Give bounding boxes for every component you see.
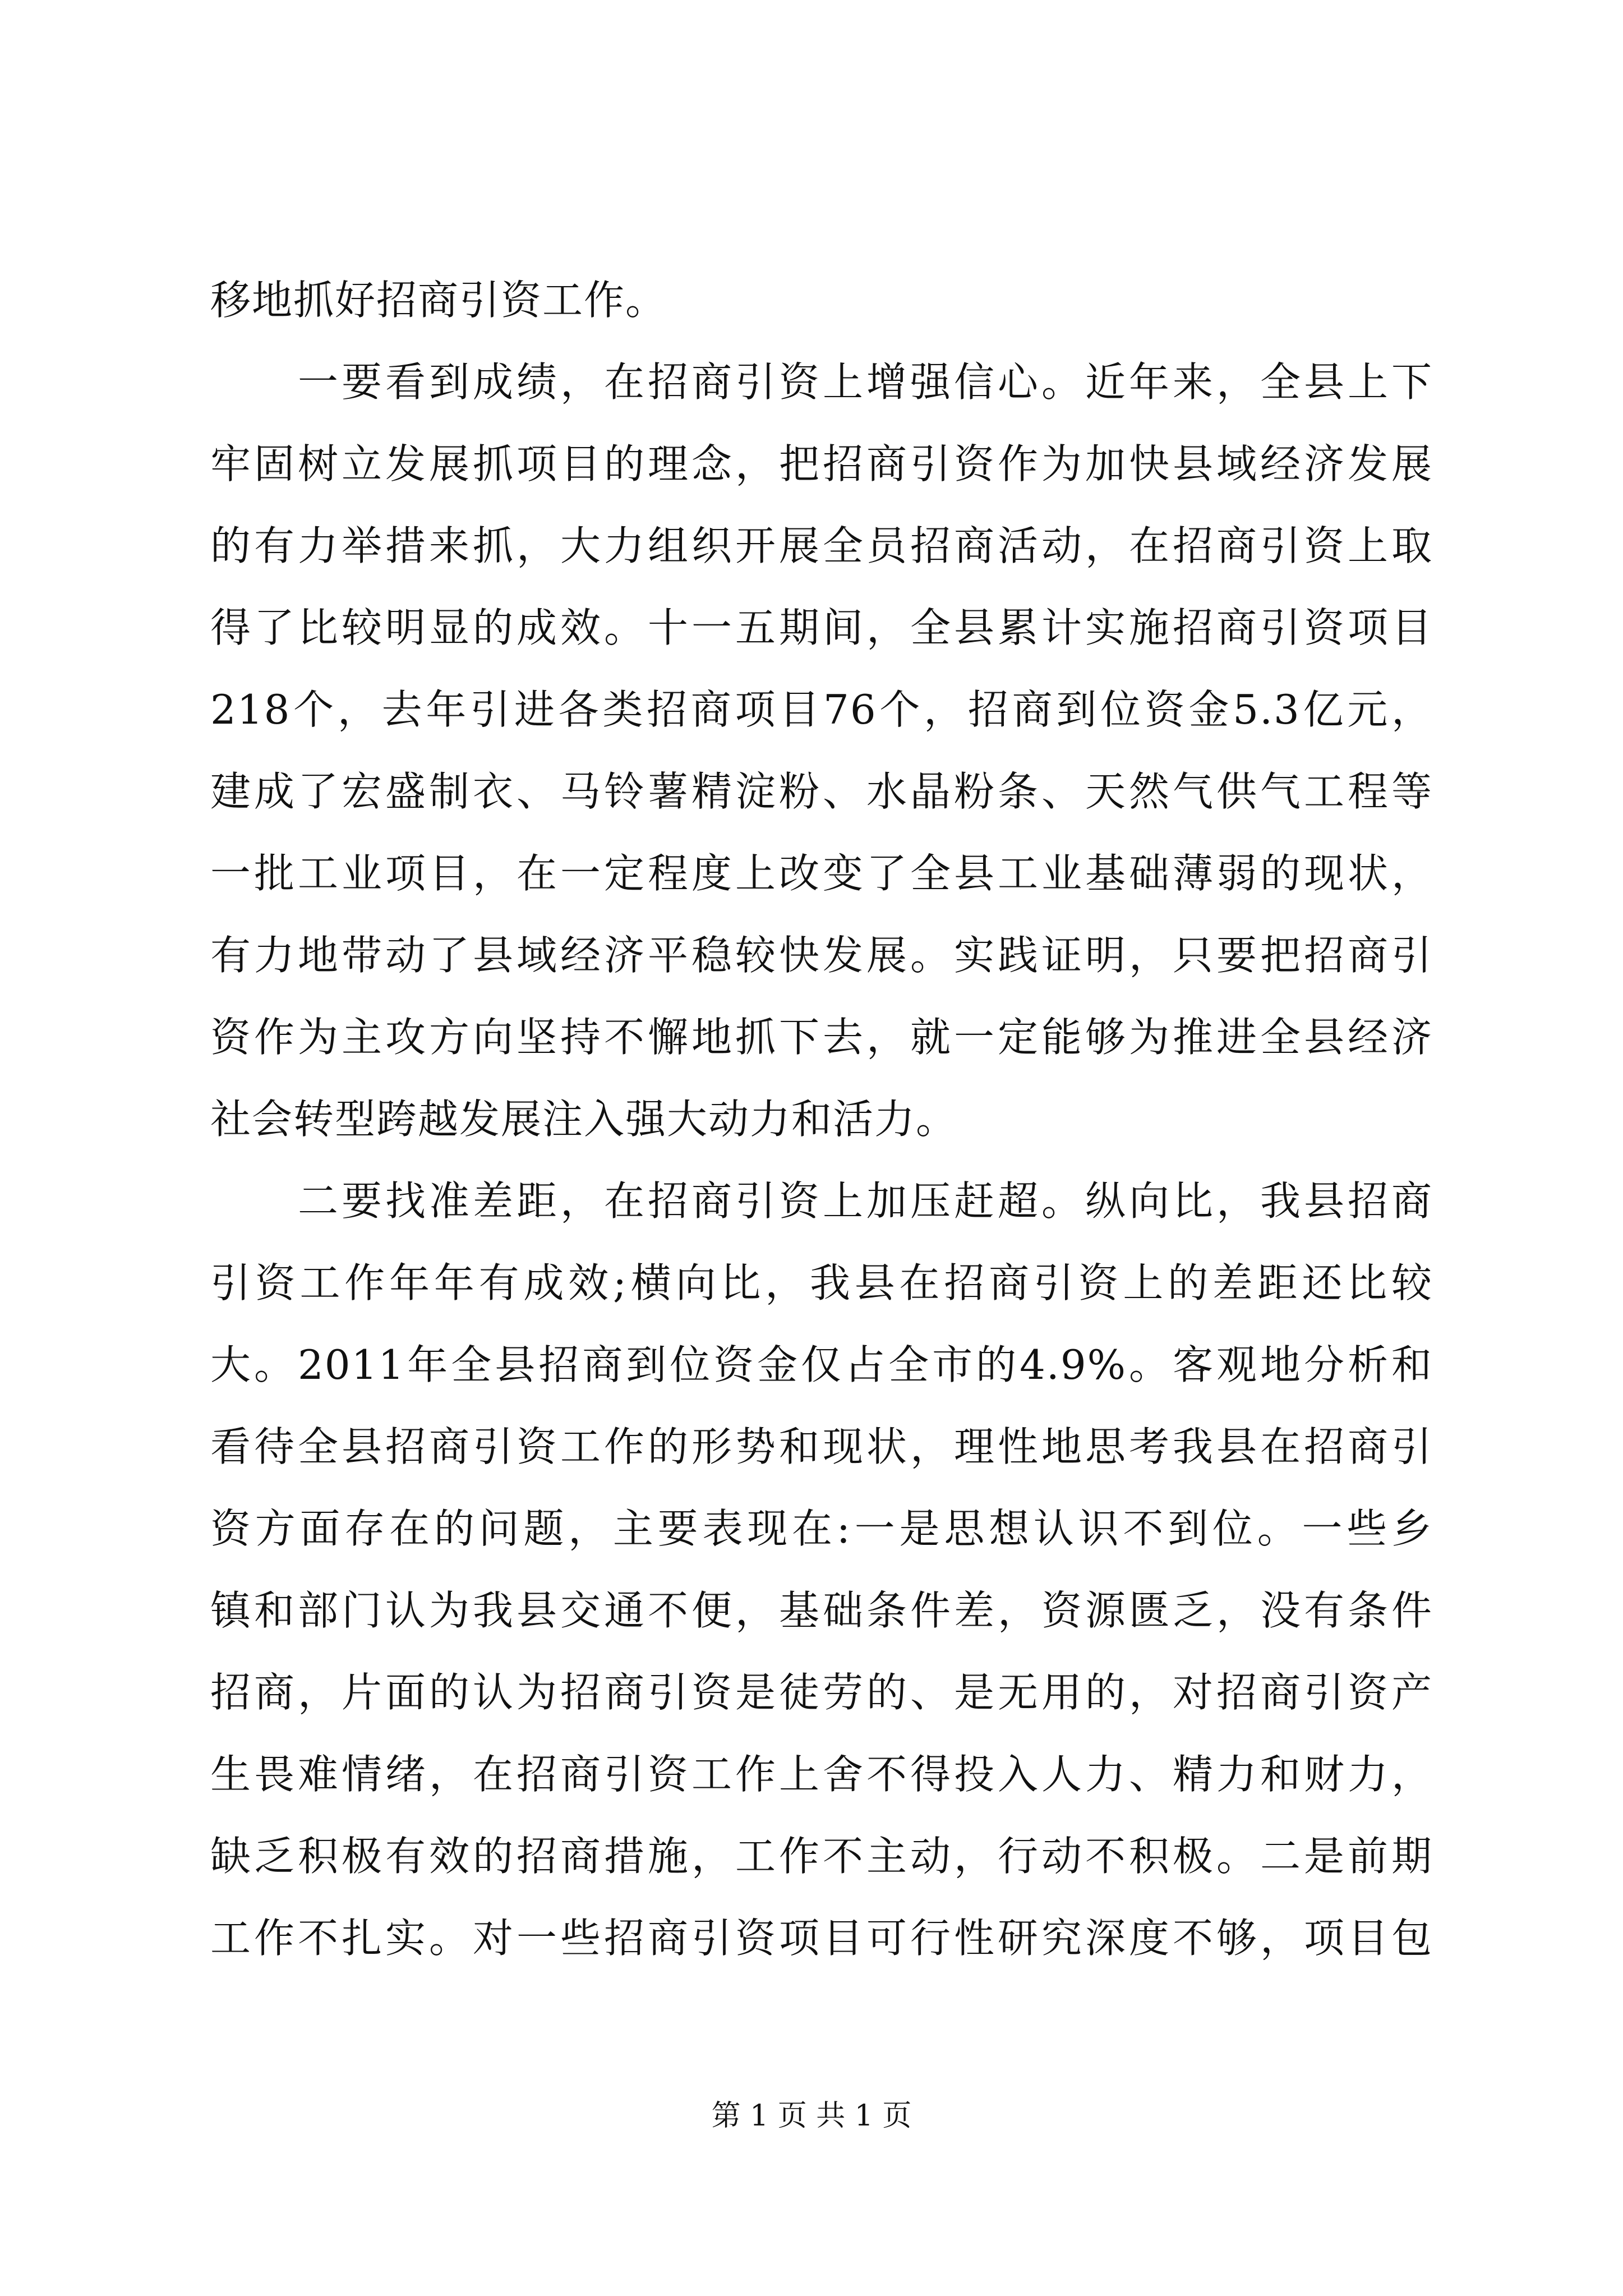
document-body [210,259,1433,1979]
text-line: 缺乏积极有效的招商措施，工作不主动，行动不积极。二是前期 [210,1833,1433,1880]
text-line: 生畏难情绪，在招商引资工作上舍不得投入人力、精力和财力， [210,1751,1433,1798]
text-line: 社会转型跨越发展注入强大动力和活力。 [210,1096,958,1143]
text-line: 大。2011年全县招商到位资金仅占全市的4.9%。客观地分析和 [210,1341,1433,1388]
text-line: 移地抓好招商引资工作。 [210,277,667,324]
page-footer: 第 1 页 共 1 页 [711,2099,912,2133]
text-line: 建成了宏盛制衣、马铃薯精淀粉、水晶粉条、天然气供气工程等 [210,768,1433,815]
text-line: 资作为主攻方向坚持不懈地抓下去，就一定能够为推进全县经济 [210,1014,1433,1061]
text-line: 的有力举措来抓，大力组织开展全员招商活动，在招商引资上取 [210,522,1433,569]
text-line: 引资工作年年有成效;横向比，我县在招商引资上的差距还比较 [210,1259,1433,1306]
text-line: 二要找准差距，在招商引资上加压赶超。纵向比，我县招商 [210,1177,1433,1225]
text-line: 资方面存在的问题，主要表现在:一是思想认识不到位。一些乡 [210,1505,1433,1552]
text-line: 看待全县招商引资工作的形势和现状，理性地思考我县在招商引 [210,1423,1433,1470]
text-line: 有力地带动了县域经济平稳较快发展。实践证明，只要把招商引 [210,932,1433,979]
text-line: 一要看到成绩，在招商引资上增强信心。近年来，全县上下 [210,358,1433,406]
text-line: 牢固树立发展抓项目的理念，把招商引资作为加快县域经济发展 [210,440,1433,487]
text-line: 招商，片面的认为招商引资是徒劳的、是无用的，对招商引资产 [210,1669,1433,1716]
text-line: 得了比较明显的成效。十一五期间，全县累计实施招商引资项目 [210,604,1433,651]
text-line: 工作不扎实。对一些招商引资项目可行性研究深度不够，项目包 [210,1915,1433,1962]
text-line: 镇和部门认为我县交通不便，基础条件差，资源匮乏，没有条件 [210,1587,1433,1634]
text-line: 218个，去年引进各类招商项目76个，招商到位资金5.3亿元， [210,686,1433,733]
text-line: 一批工业项目，在一定程度上改变了全县工业基础薄弱的现状， [210,850,1433,897]
